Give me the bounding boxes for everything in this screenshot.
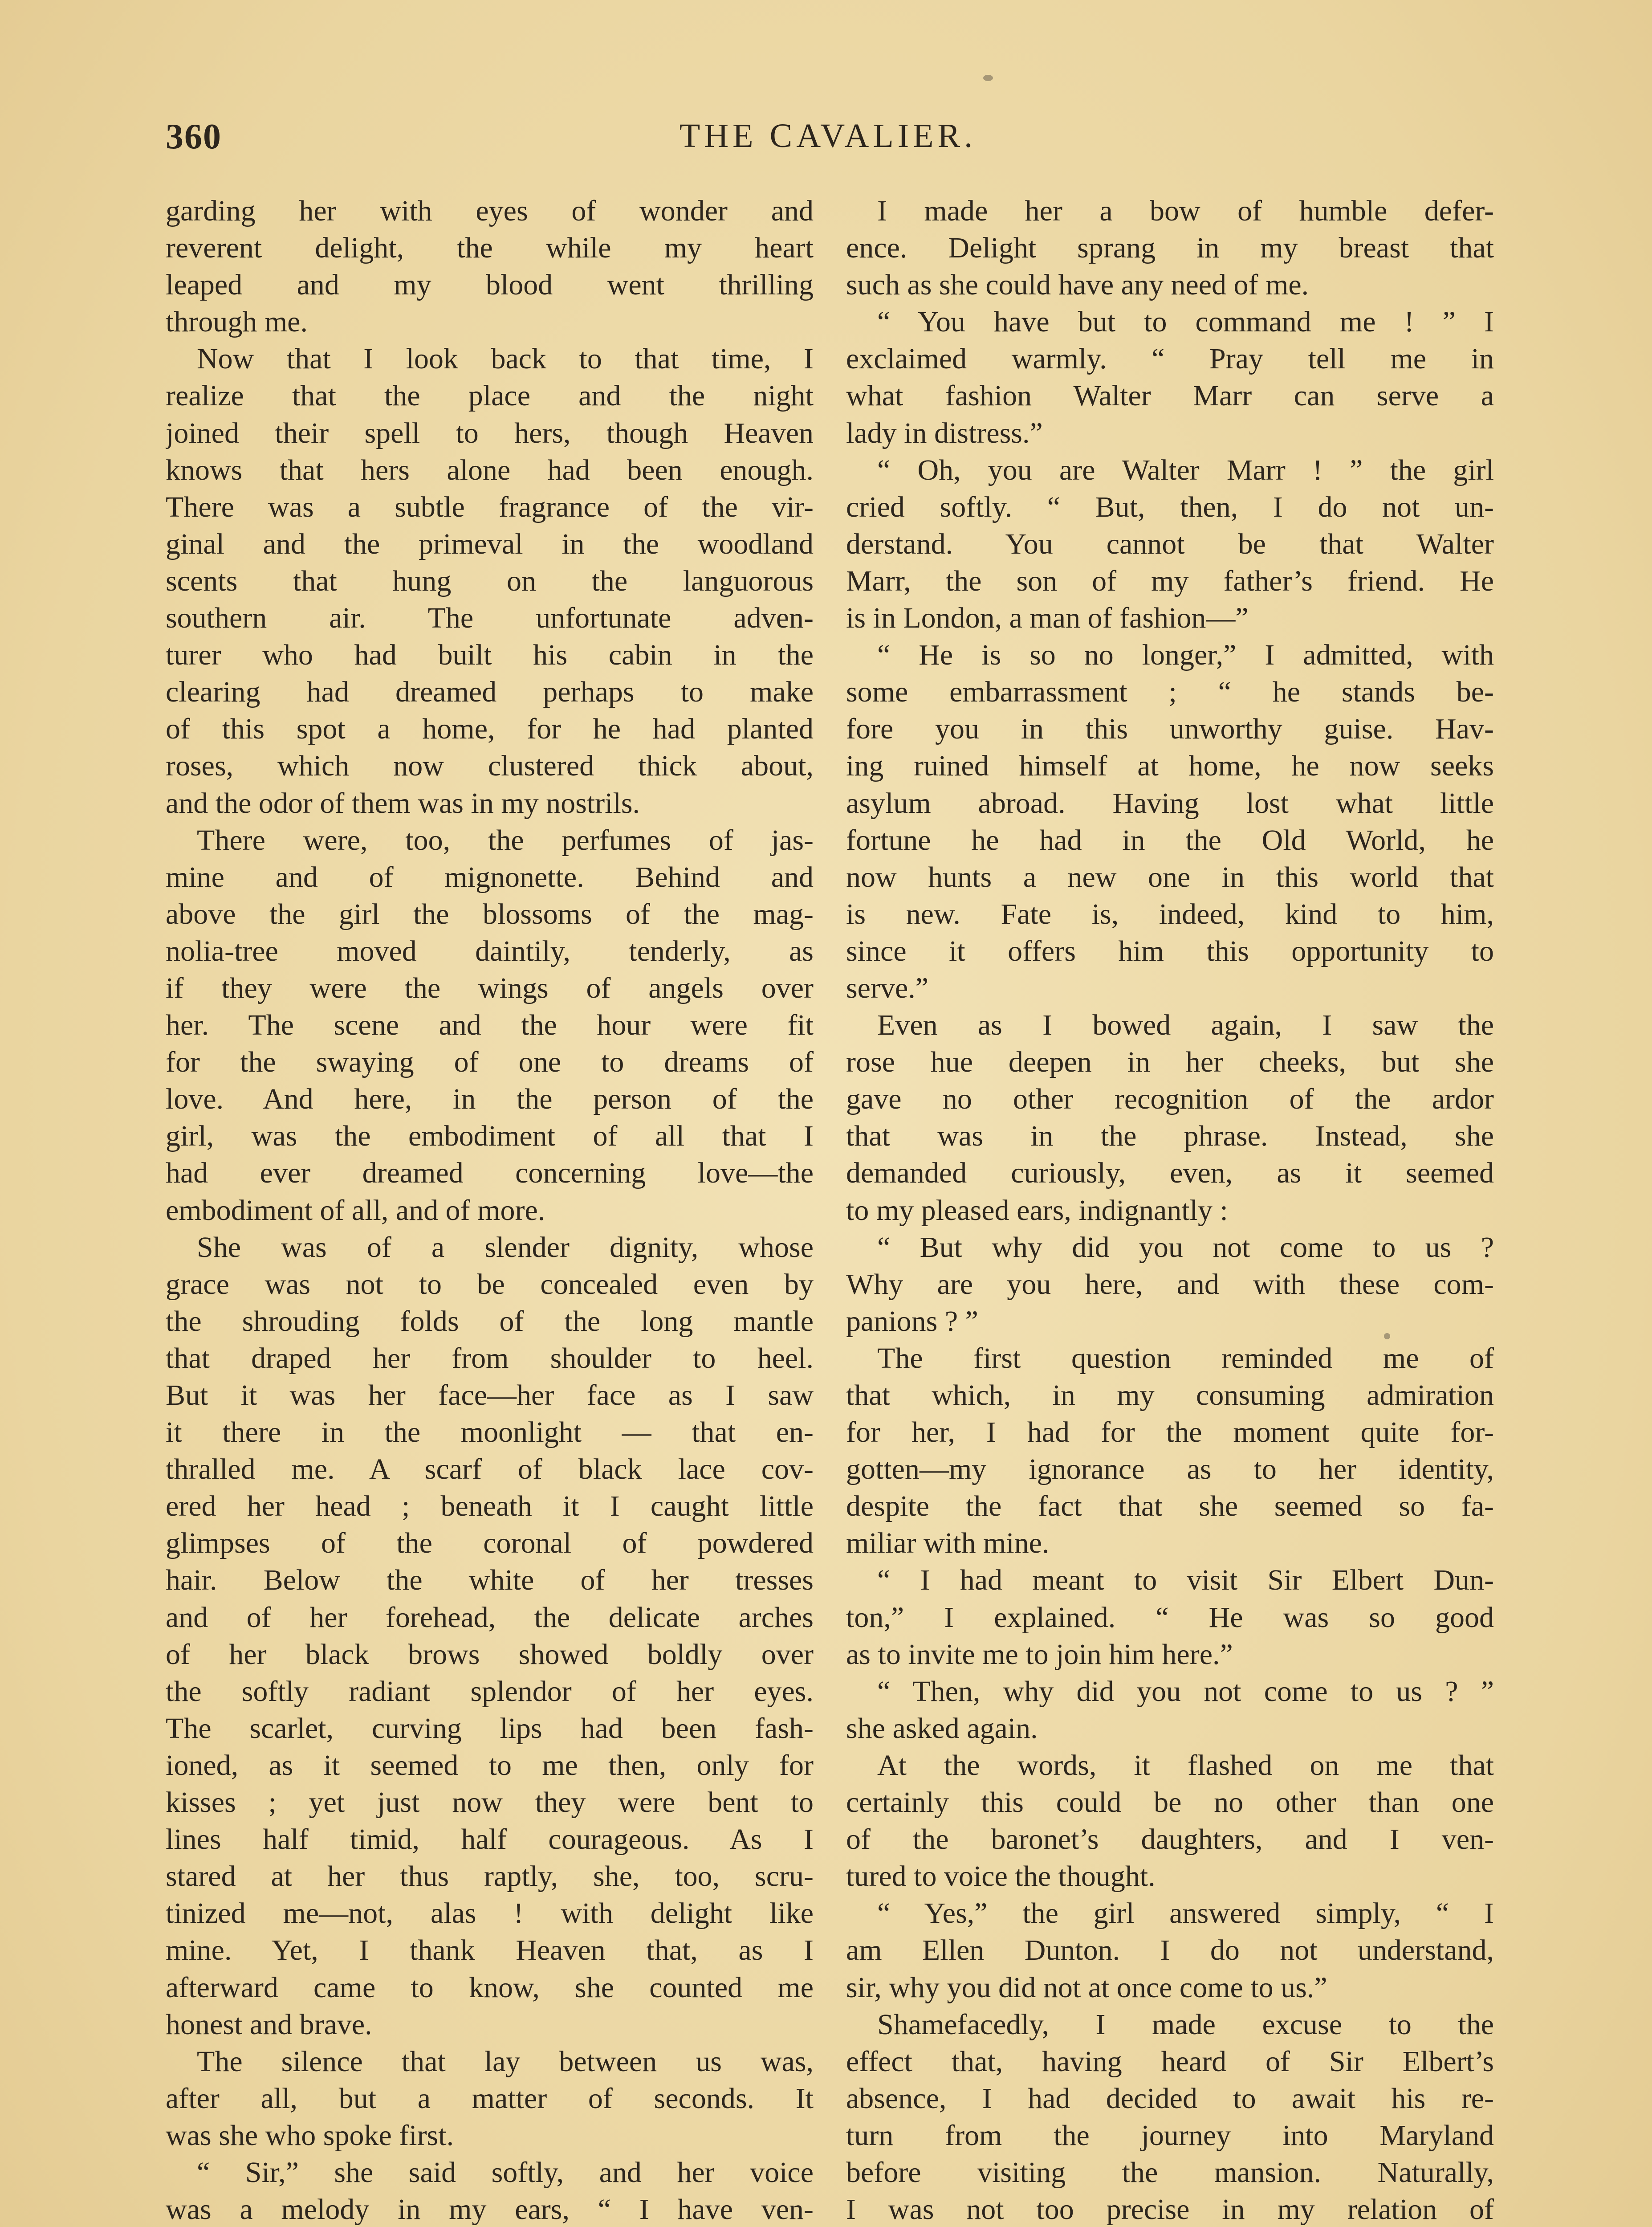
paragraph <box>846 636 1494 1007</box>
text-line: was a melody in my ears, “ I have ven- <box>166 2193 814 2226</box>
paragraph <box>166 192 814 340</box>
text-line: turer who had built his cabin in the <box>166 639 814 672</box>
text-line: through me. <box>166 306 308 339</box>
text-line: is new. Fate is, indeed, kind to him, <box>846 897 1494 930</box>
text-line: Now that I look back to that time, I <box>197 343 814 375</box>
text-line: lines half timid, half courageous. As I <box>166 1823 814 1856</box>
text-line: I made her a bow of humble defer- <box>877 195 1494 227</box>
text-line: exclaimed warmly. “ Pray tell me in <box>846 343 1494 375</box>
text-line: thralled me. A scarf of black lace cov- <box>166 1453 814 1486</box>
text-line: “ I had meant to visit Sir Elbert Dun- <box>877 1564 1494 1597</box>
text-line: her. The scene and the hour were fit <box>166 1009 814 1042</box>
paragraph <box>846 2006 1494 2227</box>
text-line: embodiment of all, and of more. <box>166 1194 545 1227</box>
text-line: that draped her from shoulder to heel. <box>166 1342 814 1375</box>
text-line: panions ? ” <box>846 1305 978 1338</box>
text-line: The silence that lay between us was, <box>197 2045 814 2078</box>
right-text-column <box>846 192 1494 2227</box>
text-line: Even as I bowed again, I saw the <box>877 1009 1494 1042</box>
text-line: Shamefacedly, I made excuse to the <box>877 2008 1494 2041</box>
text-line: She was of a slender dignity, whose <box>197 1231 814 1264</box>
text-line: “ Yes,” the girl answered simply, “ I <box>877 1897 1494 1930</box>
text-line: grace was not to be concealed even by <box>166 1268 814 1301</box>
text-line: that which, in my consuming admiration <box>846 1379 1494 1411</box>
text-line: am Ellen Dunton. I do not understand, <box>846 1934 1494 1967</box>
text-line: of her black brows showed boldly over <box>166 1638 814 1671</box>
text-line: leaped and my blood went thrilling <box>166 269 814 302</box>
text-line: scents that hung on the languorous <box>166 564 814 597</box>
text-line: asylum abroad. Having lost what little <box>846 787 1494 820</box>
text-line: the shrouding folds of the long mantle <box>166 1305 814 1338</box>
text-line: joined their spell to hers, though Heaven <box>166 416 814 449</box>
paragraph <box>846 1562 1494 1672</box>
text-line: mine. Yet, I thank Heaven that, as I <box>166 1934 814 1967</box>
paragraph <box>846 303 1494 451</box>
text-line: ton,” I explained. “ He was so good <box>846 1601 1494 1634</box>
text-line: rose hue deepen in her cheeks, but she <box>846 1046 1494 1079</box>
text-line: knows that hers alone had been enough. <box>166 453 814 486</box>
text-line: nolia-tree moved daintily, tenderly, as <box>166 934 814 967</box>
text-line: it there in the moonlight — that en- <box>166 1416 814 1449</box>
text-line: “ He is so no longer,” I admitted, with <box>877 639 1494 672</box>
paragraph <box>846 452 1494 636</box>
text-line: some embarrassment ; “ he stands be- <box>846 676 1494 709</box>
text-line: serve.” <box>846 971 929 1004</box>
paragraph <box>846 1673 1494 1747</box>
text-line: The first question reminded me of <box>877 1342 1494 1375</box>
text-line: ence. Delight sprang in my breast that <box>846 232 1494 265</box>
text-line: derstand. You cannot be that Walter <box>846 527 1494 560</box>
text-line: after all, but a matter of seconds. It <box>166 2082 814 2115</box>
text-line: There were, too, the perfumes of jas- <box>197 824 814 857</box>
text-line: love. And here, in the person of the <box>166 1083 814 1116</box>
text-line: There was a subtle fragrance of the vir- <box>166 490 814 523</box>
text-line: glimpses of the coronal of powdered <box>166 1527 814 1560</box>
text-line: demanded curiously, even, as it seemed <box>846 1157 1494 1190</box>
text-line: for the swaying of one to dreams of <box>166 1046 814 1079</box>
text-line: clearing had dreamed perhaps to make <box>166 676 814 709</box>
text-line: afterward came to know, she counted me <box>166 1971 814 2004</box>
text-line: and of her forehead, the delicate arches <box>166 1601 814 1634</box>
left-text-column <box>166 192 814 2227</box>
text-line: above the girl the blossoms of the mag- <box>166 897 814 930</box>
paragraph <box>166 822 814 1229</box>
text-line: effect that, having heard of Sir Elbert’s <box>846 2045 1494 2078</box>
text-line: to my pleased ears, indignantly : <box>846 1194 1228 1227</box>
paragraph <box>846 1747 1494 1895</box>
text-line: was she who spoke first. <box>166 2119 454 2152</box>
text-line: such as she could have any need of me. <box>846 269 1309 302</box>
text-line: roses, which now clustered thick about, <box>166 750 814 783</box>
text-line: But it was her face—her face as I saw <box>166 1379 814 1411</box>
text-line: “ Then, why did you not come to us ? ” <box>877 1675 1494 1708</box>
text-line: and the odor of them was in my nostrils. <box>166 787 640 820</box>
text-line: before visiting the mansion. Naturally, <box>846 2156 1494 2189</box>
text-line: tured to voice the thought. <box>846 1860 1156 1893</box>
paper-speck <box>1384 1333 1390 1339</box>
text-line: “ Sir,” she said softly, and her voice <box>197 2156 814 2189</box>
text-line: cried softly. “ But, then, I do not un- <box>846 490 1494 523</box>
text-line: despite the fact that she seemed so fa- <box>846 1490 1494 1523</box>
text-line: At the words, it flashed on me that <box>877 1749 1494 1782</box>
text-line: since it offers him this opportunity to <box>846 934 1494 967</box>
text-line: of this spot a home, for he had planted <box>166 713 814 746</box>
text-line: kisses ; yet just now they were bent to <box>166 1786 814 1819</box>
text-line: fore you in this unworthy guise. Hav- <box>846 713 1494 746</box>
text-line: Why are you here, and with these com- <box>846 1268 1494 1301</box>
text-line: ginal and the primeval in the woodland <box>166 527 814 560</box>
text-line: fortune he had in the Old World, he <box>846 824 1494 857</box>
text-line: if they were the wings of angels over <box>166 971 814 1004</box>
text-line: certainly this could be no other than one <box>846 1786 1494 1819</box>
text-line: she asked again. <box>846 1712 1038 1745</box>
text-line: ing ruined himself at home, he now seeks <box>846 750 1494 783</box>
text-line: had ever dreamed concerning love—the <box>166 1157 814 1190</box>
paragraph <box>166 2154 814 2227</box>
text-line: that was in the phrase. Instead, she <box>846 1120 1494 1153</box>
text-line: miliar with mine. <box>846 1527 1050 1560</box>
text-line: garding her with eyes of wonder and <box>166 195 814 227</box>
text-line: sir, why you did not at once come to us.” <box>846 1971 1327 2004</box>
text-line: what fashion Walter Marr can serve a <box>846 379 1494 412</box>
text-line: “ Oh, you are Walter Marr ! ” the girl <box>877 453 1494 486</box>
text-line: “ You have but to command me ! ” I <box>877 306 1494 339</box>
text-line: southern air. The unfortunate adven- <box>166 602 814 635</box>
paragraph <box>846 1229 1494 1340</box>
text-line: mine and of mignonette. Behind and <box>166 861 814 893</box>
text-line: turn from the journey into Maryland <box>846 2119 1494 2152</box>
text-line: honest and brave. <box>166 2008 372 2041</box>
text-line: lady in distress.” <box>846 416 1043 449</box>
text-line: of the baronet’s daughters, and I ven- <box>846 1823 1494 1856</box>
text-line: girl, was the embodiment of all that I <box>166 1120 814 1153</box>
paragraph <box>846 1895 1494 2006</box>
text-line: ioned, as it seemed to me then, only for <box>166 1749 814 1782</box>
text-line: hair. Below the white of her tresses <box>166 1564 814 1597</box>
text-line: realize that the place and the night <box>166 379 814 412</box>
paragraph <box>166 2043 814 2154</box>
paragraph <box>846 1007 1494 1229</box>
text-line: gave no other recognition of the ardor <box>846 1083 1494 1116</box>
text-line: absence, I had decided to await his re- <box>846 2082 1494 2115</box>
text-line: now hunts a new one in this world that <box>846 861 1494 893</box>
text-line: tinized me—not, alas ! with delight like <box>166 1897 814 1930</box>
text-line: the softly radiant splendor of her eyes. <box>166 1675 814 1708</box>
text-line: I was not too precise in my relation of <box>846 2193 1494 2226</box>
page-number: 360 <box>166 117 222 156</box>
text-line: ered her head ; beneath it I caught little <box>166 1490 814 1523</box>
text-line: The scarlet, curving lips had been fash- <box>166 1712 814 1745</box>
text-line: Marr, the son of my father’s friend. He <box>846 564 1494 597</box>
running-title: THE CAVALIER. <box>679 117 977 155</box>
text-line: gotten—my ignorance as to her identity, <box>846 1453 1494 1486</box>
page-header <box>166 117 1490 166</box>
text-line: as to invite me to join him here.” <box>846 1638 1233 1671</box>
paragraph <box>846 192 1494 303</box>
text-line: reverent delight, the while my heart <box>166 232 814 265</box>
paragraph <box>846 1340 1494 1562</box>
paragraph <box>166 340 814 821</box>
text-line: stared at her thus raptly, she, too, scru- <box>166 1860 814 1893</box>
paper-speck <box>983 75 993 81</box>
text-line: “ But why did you not come to us ? <box>877 1231 1494 1264</box>
text-line: is in London, a man of fashion—” <box>846 602 1249 635</box>
paragraph <box>166 1229 814 2043</box>
text-line: for her, I had for the moment quite for- <box>846 1416 1494 1449</box>
